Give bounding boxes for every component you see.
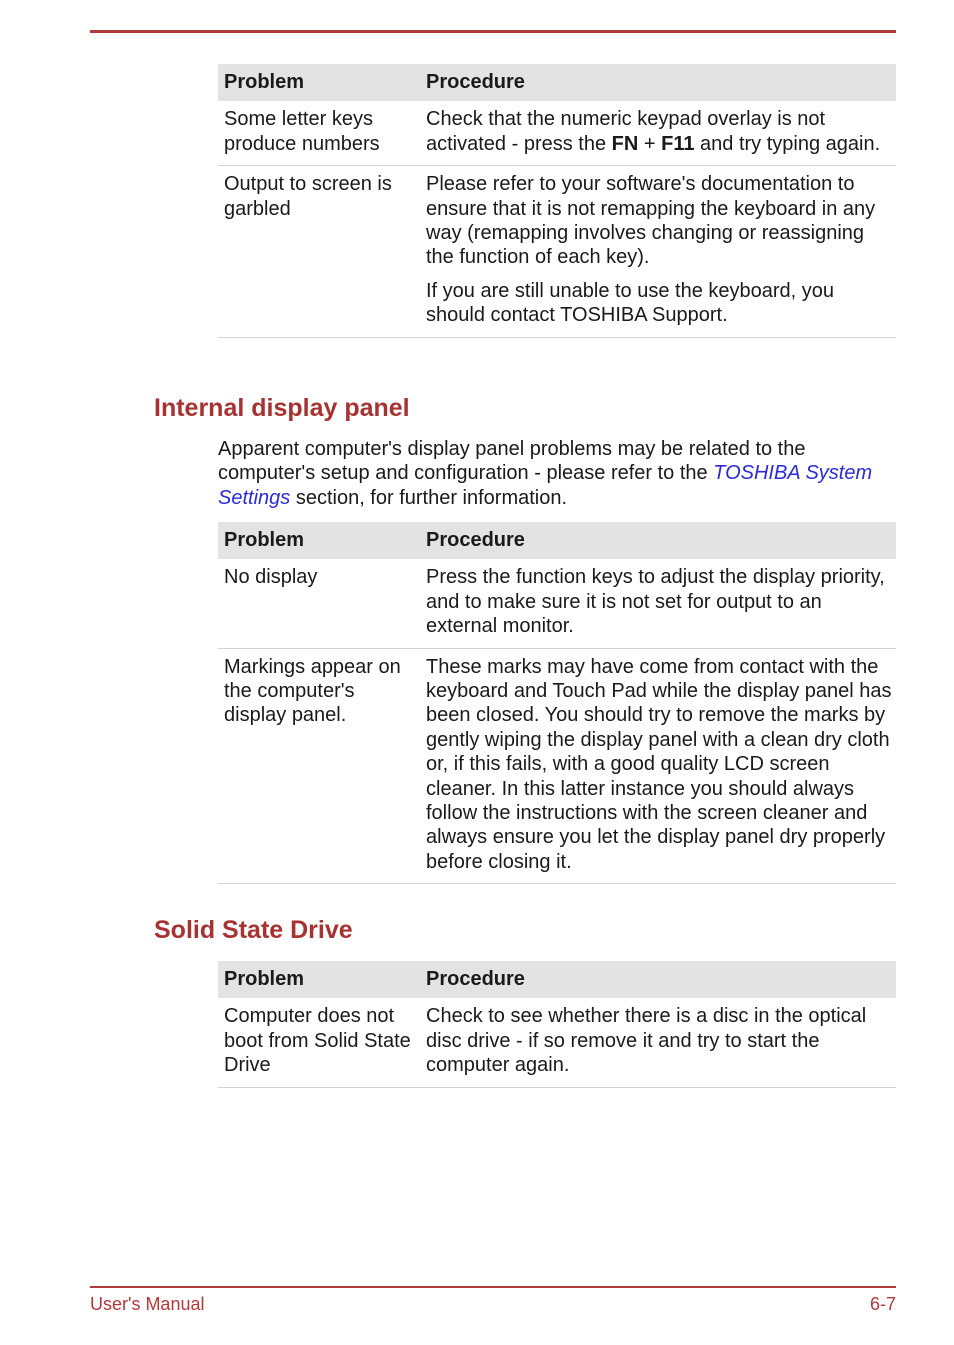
- key-f11: F11: [661, 132, 695, 155]
- column-header-procedure: Procedure: [422, 522, 896, 559]
- column-header-procedure: Procedure: [422, 64, 896, 101]
- table-row: [218, 998, 896, 1087]
- table-row: [218, 166, 896, 337]
- toshiba-settings-link[interactable]: TOSHIBA System Settings: [218, 462, 873, 509]
- footer-page-number: 6-7: [869, 1294, 896, 1314]
- table-row: [218, 648, 896, 884]
- top-rule: [90, 30, 896, 33]
- table-row: [218, 101, 896, 165]
- column-header-problem: Problem: [218, 961, 422, 998]
- procedure-paragraph: Please refer to your software's documentation to ensure that it is not remapping the keyboard in any way (remapping involves changing or reassigning the function of each key).: [426, 173, 876, 269]
- key-fn: FN: [611, 132, 639, 155]
- procedure-paragraph: If you are still unable to use the keyboard, you should contact TOSHIBA Support.: [426, 279, 835, 327]
- procedure-cell: These marks may have come from contact with the keyboard and Touch Pad while the display panel has been closed. You should try to remove the marks by gently wiping the display panel with a clean dry cloth or, if this fails, with a good quality LCD screen cleaner. In this latter instance you should always follow the instructions with the screen cleaner and always ensure you let the display panel dry properly before closing it.: [422, 648, 896, 884]
- procedure-cell: Check to see whether there is a disc in the optical disc drive - if so remove it and try to start the computer again.: [422, 998, 896, 1087]
- problem-cell: Output to screen is garbled: [218, 166, 422, 337]
- section-intro: [218, 437, 896, 510]
- problem-cell: No display: [218, 559, 422, 648]
- procedure-cell: [422, 166, 896, 337]
- problem-cell: Computer does not boot from Solid State Drive: [218, 998, 422, 1087]
- plus-sign: +: [638, 132, 662, 155]
- column-header-procedure: Procedure: [422, 961, 896, 998]
- procedure-text: Check that the numeric keypad overlay is not activated - press the: [426, 108, 826, 155]
- column-header-problem: Problem: [218, 64, 422, 101]
- intro-text: Apparent computer's display panel problems may be related to the computer's setup and configuration - please refer to the: [218, 438, 806, 485]
- bottom-rule: [90, 1286, 896, 1288]
- intro-text: section, for further information.: [290, 486, 568, 509]
- column-header-problem: Problem: [218, 522, 422, 559]
- table-header-row: [218, 961, 896, 998]
- procedure-text: and try typing again.: [694, 132, 881, 155]
- table-header-row: [218, 64, 896, 101]
- footer-manual-title: User's Manual: [90, 1294, 205, 1314]
- table-row: [218, 559, 896, 648]
- keyboard-problem-table: [218, 64, 896, 338]
- section-heading-ssd: Solid State Drive: [154, 916, 353, 944]
- problem-cell: Markings appear on the computer's display panel.: [218, 648, 422, 884]
- problem-cell: Some letter keys produce numbers: [218, 101, 422, 165]
- table-header-row: [218, 522, 896, 559]
- procedure-cell: Press the function keys to adjust the display priority, and to make sure it is not set for output to an external monitor.: [422, 559, 896, 648]
- display-problem-table: [218, 522, 896, 884]
- section-heading-display: Internal display panel: [154, 394, 410, 422]
- ssd-problem-table: [218, 961, 896, 1088]
- procedure-cell: [422, 101, 896, 165]
